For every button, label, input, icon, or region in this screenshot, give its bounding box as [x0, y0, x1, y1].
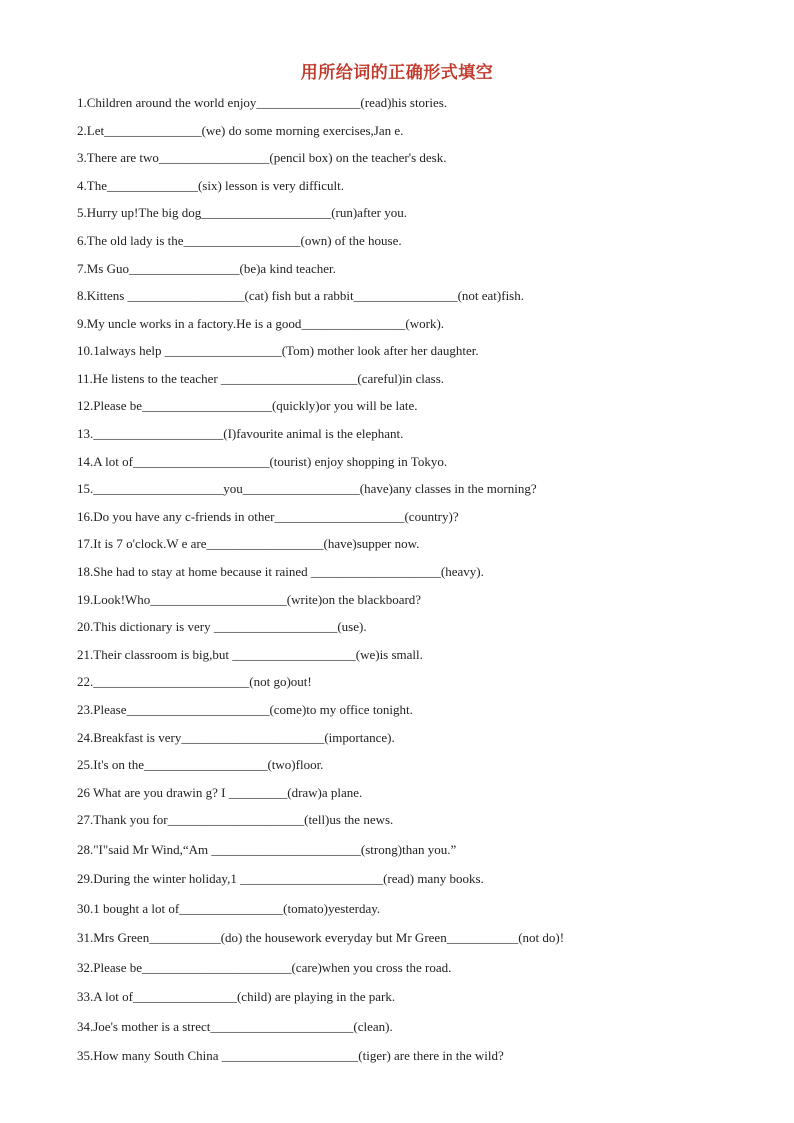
- question-20: 20.This dictionary is very ___________________(use).: [77, 619, 367, 634]
- question-30: 30.1 bought a lot of________________(tomato)yesterday.: [77, 901, 381, 916]
- question-32: 32.Please be_______________________(care)when you cross the road.: [77, 960, 452, 975]
- question-6: 6.The old lady is the__________________(own) of the house.: [77, 233, 402, 248]
- question-31: 31.Mrs Green___________(do) the housework everyday but Mr Green___________(not do)!: [77, 930, 565, 945]
- question-13: 13.____________________(I)favourite animal is the elephant.: [77, 426, 404, 441]
- question-19: 19.Look!Who_____________________(write)on the blackboard?: [77, 592, 422, 607]
- question-9: 9.My uncle works in a factory.He is a good________________(work).: [77, 316, 445, 331]
- question-21: 21.Their classroom is big,but ___________________(we)is small.: [77, 647, 423, 662]
- question-18: 18.She had to stay at home because it rained ____________________(heavy).: [77, 564, 484, 579]
- question-24: 24.Breakfast is very______________________(importance).: [77, 730, 395, 745]
- question-33: 33.A lot of________________(child) are playing in the park.: [77, 989, 396, 1004]
- question-1: 1.Children around the world enjoy________________(read)his stories.: [77, 95, 448, 110]
- question-11: 11.He listens to the teacher _____________________(careful)in class.: [77, 371, 445, 386]
- question-27: 27.Thank you for_____________________(tell)us the news.: [77, 812, 394, 827]
- question-29: 29.During the winter holiday,1 ______________________(read) many books.: [77, 871, 484, 886]
- question-8: 8.Kittens __________________(cat) fish but a rabbit________________(not eat)fish.: [77, 288, 524, 303]
- question-7: 7.Ms Guo_________________(be)a kind teacher.: [77, 261, 336, 276]
- question-28: 28."I"said Mr Wind,“Am _______________________(strong)than you.”: [77, 842, 457, 857]
- question-10: 10.1always help __________________(Tom) mother look after her daughter.: [77, 343, 479, 358]
- question-5: 5.Hurry up!The big dog____________________(run)after you.: [77, 205, 407, 220]
- question-25: 25.It's on the___________________(two)floor.: [77, 757, 324, 772]
- question-14: 14.A lot of_____________________(tourist) enjoy shopping in Tokyo.: [77, 454, 448, 469]
- question-15: 15.____________________you__________________(have)any classes in the morning?: [77, 481, 537, 496]
- question-23: 23.Please______________________(come)to my office tonight.: [77, 702, 413, 717]
- question-34: 34.Joe's mother is a strect______________________(clean).: [77, 1019, 393, 1034]
- question-22: 22.________________________(not go)out!: [77, 674, 312, 689]
- question-35: 35.How many South China _____________________(tiger) are there in the wild?: [77, 1048, 504, 1063]
- question-3: 3.There are two_________________(pencil box) on the teacher's desk.: [77, 150, 447, 165]
- page-title: 用所给词的正确形式填空: [300, 63, 494, 83]
- question-4: 4.The______________(six) lesson is very difficult.: [77, 178, 344, 193]
- question-12: 12.Please be____________________(quickly)or you will be late.: [77, 398, 418, 413]
- question-16: 16.Do you have any c-friends in other____________________(country)?: [77, 509, 459, 524]
- question-2: 2.Let_______________(we) do some morning exercises,Jan e.: [77, 123, 404, 138]
- question-26: 26 What are you drawin g? I _________(draw)a plane.: [77, 785, 363, 800]
- question-17: 17.It is 7 o'clock.W e are__________________(have)supper now.: [77, 536, 420, 551]
